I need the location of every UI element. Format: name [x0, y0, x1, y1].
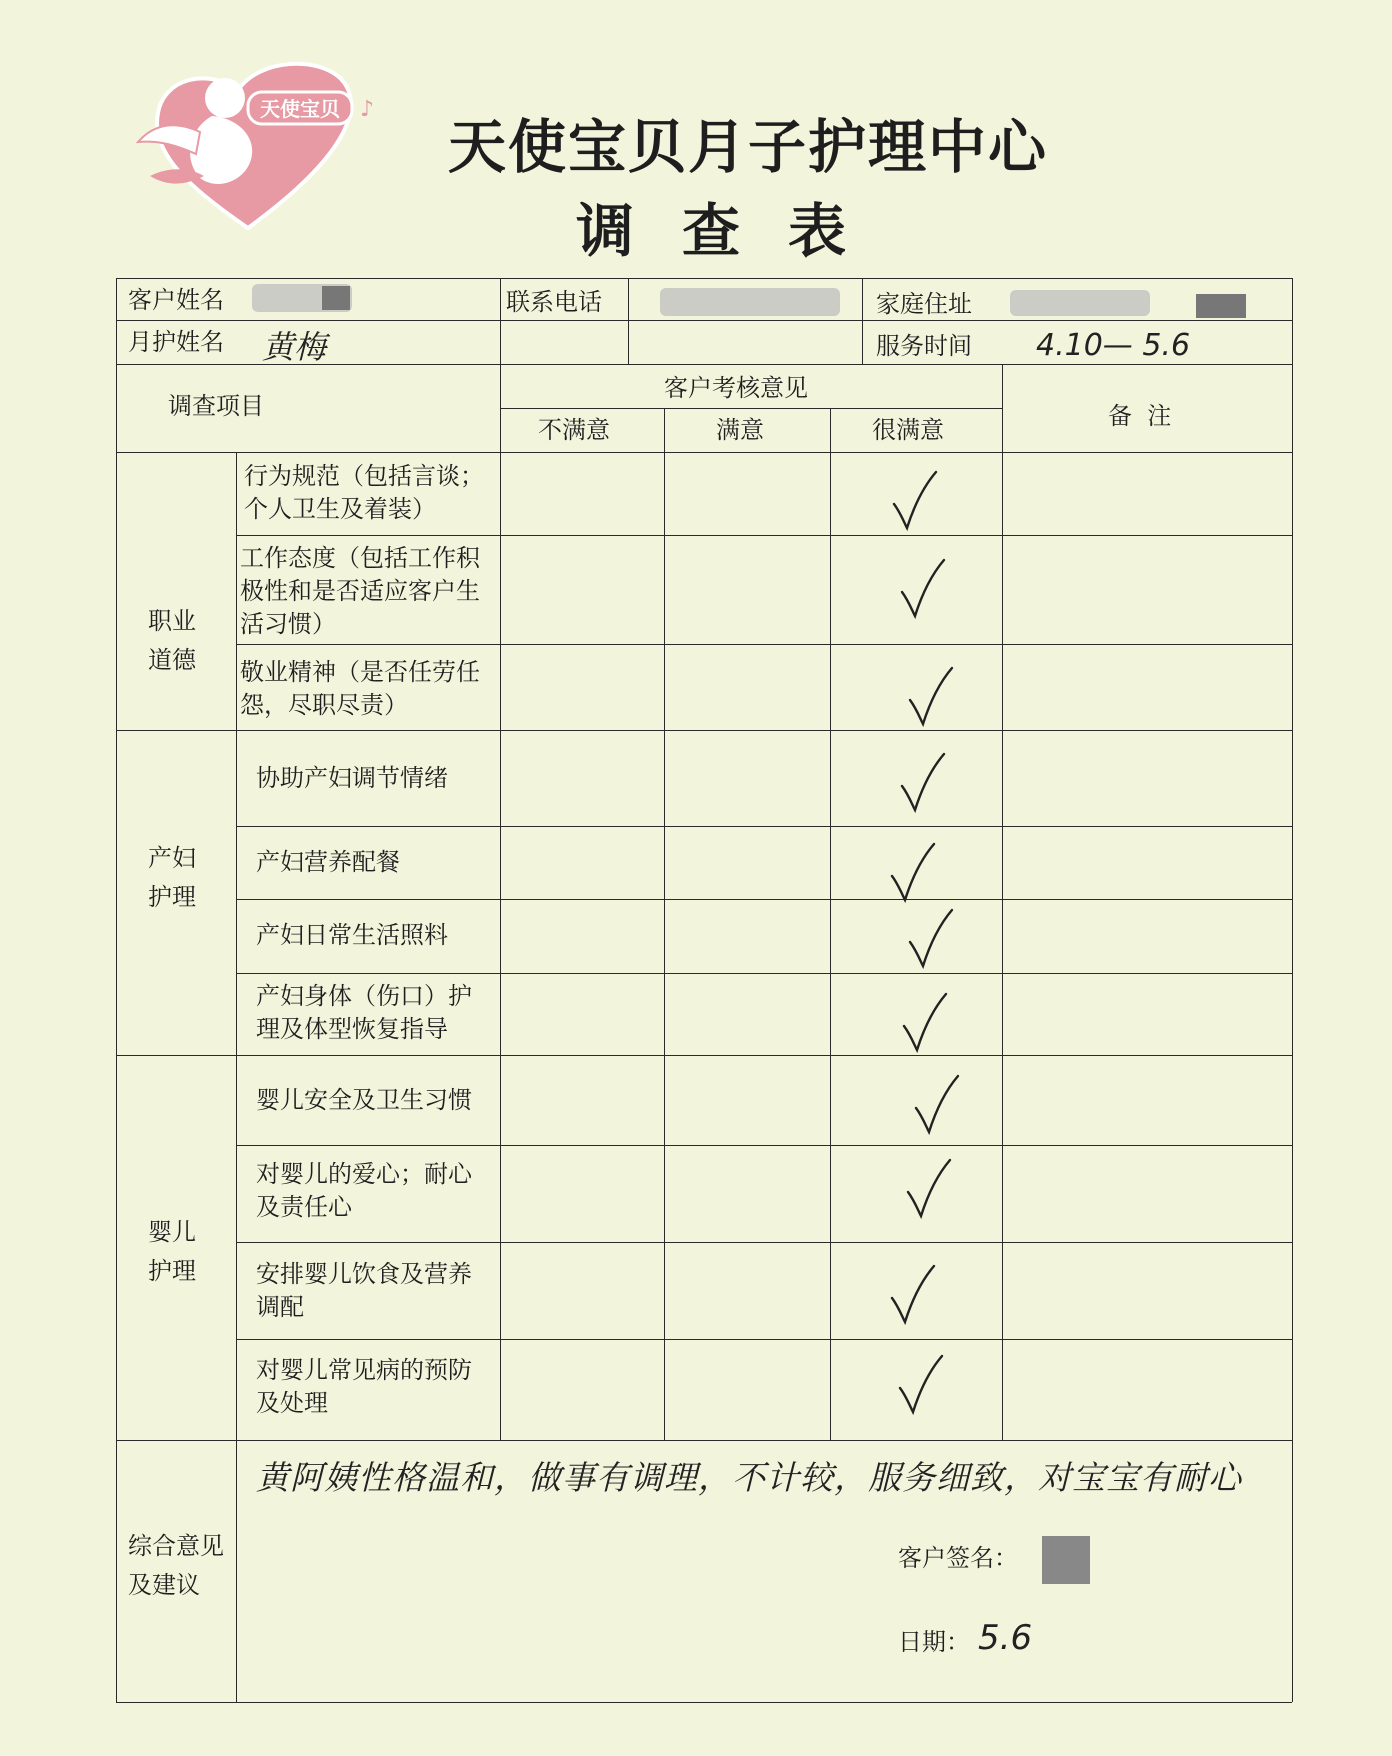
service-time-label: 服务时间	[876, 332, 972, 360]
customer-name-label: 客户姓名	[128, 286, 224, 314]
checkmark-icon	[888, 1262, 938, 1326]
signature-label: 客户签名：	[898, 1544, 1018, 1572]
page-title: 天使宝贝月子护理中心	[448, 113, 1049, 181]
checkmark-icon	[888, 840, 938, 904]
survey-item: 对婴儿常见病的预防 及处理	[256, 1356, 472, 1417]
redaction-block	[322, 286, 350, 310]
checkmark-icon	[896, 1352, 946, 1416]
checkmark-icon	[906, 664, 956, 728]
logo-text: 天使宝贝	[260, 97, 340, 121]
redaction-block	[1196, 294, 1246, 318]
summary-label: 综合意见 及建议	[128, 1532, 224, 1599]
svg-text:♪: ♪	[360, 97, 375, 122]
redacted-phone	[660, 288, 840, 316]
nurse-name-label: 月护姓名	[128, 328, 224, 356]
remarks-label: 备 注	[1108, 402, 1172, 430]
checkmark-icon	[890, 468, 940, 532]
page-subtitle: 调查表	[576, 197, 895, 265]
nurse-name-value: 黄梅	[262, 328, 327, 366]
angel-baby-logo	[130, 58, 390, 238]
survey-items-label: 调查项目	[168, 392, 264, 420]
handwritten-comment: 黄阿姨性格温和，做事有调理，不计较，服务细致，对宝宝有耐心	[256, 1458, 1242, 1497]
survey-item: 行为规范（包括言谈； 个人卫生及着装）	[244, 462, 484, 523]
service-time-value: 4.10— 5.6	[1036, 328, 1191, 363]
survey-item: 对婴儿的爱心；耐心 及责任心	[256, 1160, 472, 1221]
survey-item: 产妇身体（伤口）护 理及体型恢复指导	[256, 982, 472, 1043]
col-satisfied: 满意	[716, 416, 764, 444]
category-professional-ethics: 职业 道德	[148, 607, 196, 674]
category-mother-care: 产妇 护理	[148, 844, 196, 911]
survey-item: 产妇营养配餐	[256, 848, 400, 876]
checkmark-icon	[898, 556, 948, 620]
survey-item: 产妇日常生活照料	[256, 921, 448, 949]
opinion-header: 客户考核意见	[664, 374, 808, 402]
redacted-address	[1010, 290, 1150, 316]
checkmark-icon	[904, 1156, 954, 1220]
checkmark-icon	[900, 990, 950, 1054]
survey-item: 工作态度（包括工作积 极性和是否适应客户生 活习惯）	[240, 544, 480, 638]
date-label: 日期：	[898, 1628, 970, 1656]
survey-item: 婴儿安全及卫生习惯	[256, 1086, 472, 1114]
redacted-signature	[1042, 1536, 1090, 1584]
survey-item: 协助产妇调节情绪	[256, 764, 448, 792]
phone-label: 联系电话	[506, 288, 602, 316]
address-label: 家庭住址	[876, 290, 972, 318]
col-very-satisfied: 很满意	[872, 416, 944, 444]
survey-item: 安排婴儿饮食及营养 调配	[256, 1260, 472, 1321]
survey-item: 敬业精神（是否任劳任 怨，尽职尽责）	[240, 658, 480, 719]
col-dissatisfied: 不满意	[538, 416, 610, 444]
checkmark-icon	[912, 1072, 962, 1136]
checkmark-icon	[898, 750, 948, 814]
checkmark-icon	[906, 906, 956, 970]
date-value: 5.6	[978, 1618, 1033, 1658]
category-baby-care: 婴儿 护理	[148, 1218, 196, 1285]
